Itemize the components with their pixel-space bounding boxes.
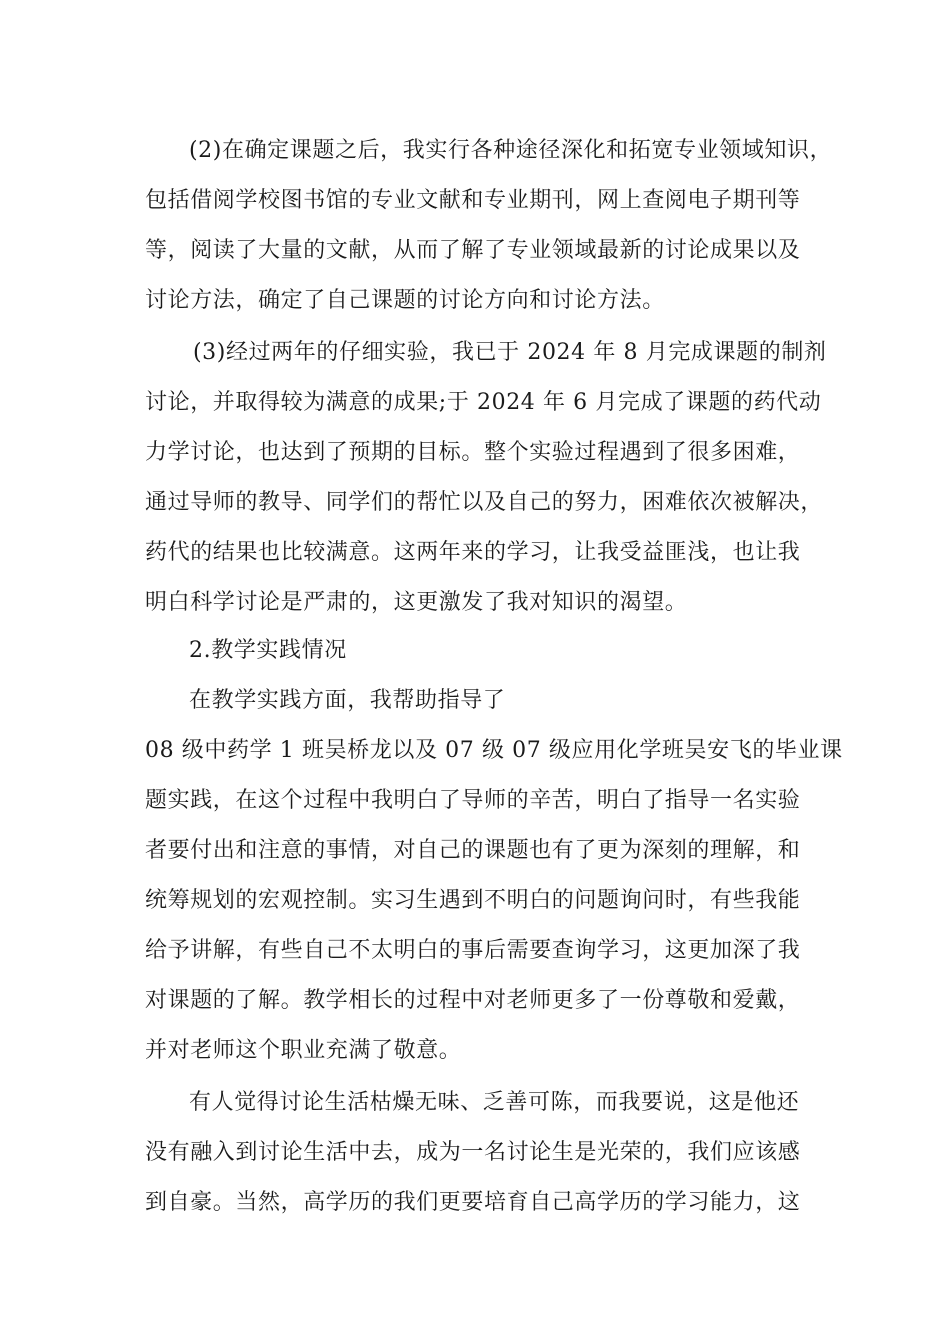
paragraph-2-line-1: (2)在确定课题之后，我实行各种途径深化和拓宽专业领域知识，	[189, 138, 833, 163]
paragraph-2-line-3: 等，阅读了大量的文献，从而了解了专业领域最新的讨论成果以及	[145, 238, 801, 263]
final-line-1: 有人觉得讨论生活枯燥无味、乏善可陈，而我要说，这是他还	[189, 1090, 800, 1115]
paragraph-3-line-4: 通过导师的教导、同学们的帮忙以及自己的努力，困难依次被解决，	[145, 490, 824, 515]
paragraph-3-line-5: 药代的结果也比较满意。这两年来的学习，让我受益匪浅，也让我	[145, 540, 801, 565]
teaching-line-8: 并对老师这个职业充满了敬意。	[145, 1038, 462, 1063]
paragraph-3-line-1: (3)经过两年的仔细实验，我已于 2024 年 8 月完成课题的制剂	[193, 340, 827, 365]
paragraph-2-line-2: 包括借阅学校图书馆的专业文献和专业期刊，网上查阅电子期刊等	[145, 188, 801, 213]
teaching-line-4: 者要付出和注意的事情，对自己的课题也有了更为深刻的理解，和	[145, 838, 801, 863]
teaching-line-1: 在教学实践方面，我帮助指导了	[189, 688, 506, 713]
teaching-line-5: 统筹规划的宏观控制。实习生遇到不明白的问题询问时，有些我能	[145, 888, 801, 913]
teaching-line-2: 08 级中药学 1 班吴桥龙以及 07 级 07 级应用化学班吴安飞的毕业课	[145, 738, 843, 763]
teaching-line-3: 题实践，在这个过程中我明白了导师的辛苦，明白了指导一名实验	[145, 788, 801, 813]
teaching-line-6: 给予讲解，有些自己不太明白的事后需要查询学习，这更加深了我	[145, 938, 801, 963]
final-line-2: 没有融入到讨论生活中去，成为一名讨论生是光荣的，我们应该感	[145, 1140, 801, 1165]
paragraph-3-line-2: 讨论，并取得较为满意的成果;于 2024 年 6 月完成了课题的药代动	[145, 390, 822, 415]
final-line-3: 到自豪。当然，高学历的我们更要培育自己高学历的学习能力，这	[145, 1190, 801, 1215]
paragraph-3-line-6: 明白科学讨论是严肃的，这更激发了我对知识的渴望。	[145, 590, 688, 615]
teaching-line-7: 对课题的了解。教学相长的过程中对老师更多了一份尊敬和爱戴，	[145, 988, 801, 1013]
section-heading: 2.教学实践情况	[189, 638, 347, 663]
paragraph-2-line-4: 讨论方法，确定了自己课题的讨论方向和讨论方法。	[145, 288, 665, 313]
paragraph-3-line-3: 力学讨论，也达到了预期的目标。整个实验过程遇到了很多困难，	[145, 440, 801, 465]
